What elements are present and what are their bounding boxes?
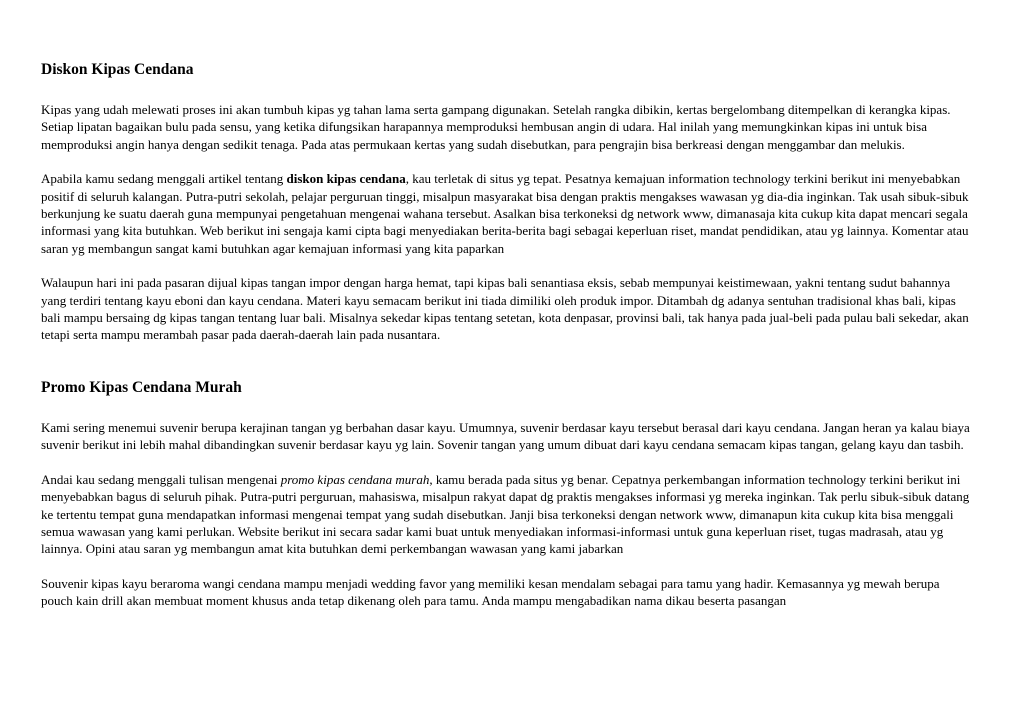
paragraph-text: , kamu berada pada situs yg benar. Cepatnya perkembangan information technology terkini berikut ini menyebabkan bagus di seluruh pihak. Putra-putri perguruan, mahasiswa, misalpun rakyat dapat dg praktis mengakses informasi yg mereka inginkan. Tak perlu sibuk-sibuk datang ke tertentu tempat guna mendapatkan informasi mengenai tempat yang sudah disebutkan. Janji bisa terkoneksi dengan network www, dimanapun kita cukup kita bisa menggali semua wawasan yang kami perlukan. Website berikut ini secara sadar kami buat untuk menyediakan informasi-informasi untuk guna keperluan riset, tugas madrasah, atau yg lainnya. Opini atau saran yg membangun amat kita butuhkan demi perkembangan wawasan yang kami jabarkan [41,471,970,557]
section-heading: Promo Kipas Cendana Murah [41,378,242,396]
paragraph: Kipas yang udah melewati proses ini akan tumbuh kipas yg tahan lama serta gampang digunakan. Setelah rangka dibikin, kertas bergelombang ditempelkan di kerangka kipas. Setiap lipatan bagaikan bulu pada sensu, yang ketika difungsikan harapannya memproduksi hembusan angin di udara. Hal inilah yang memungkinkan kipas ini untuk bisa memproduksi angin hanya dengan sedikit tenaga. Pada atas permukaan kertas yang sudah disebutkan, para pengrajin bisa berkreasi dengan menggambar dan melukis. [41,102,951,152]
paragraph [41,170,971,257]
paragraph: Kami sering menemui suvenir berupa kerajinan tangan yg berbahan dasar kayu. Umumnya, suvenir berdasar kayu tersebut berasal dari kayu cendana. Jangan heran ya kalau biaya suvenir berikut ini lebih mahal dibandingkan suvenir berdasar kayu yg lain. Sovenir tangan yang umum dibuat dari kayu cendana semacam kipas tangan, gelang kayu dan tasbih. [41,419,970,453]
paragraph [41,471,971,558]
paragraph-text: , kau terletak di situs yg tepat. Pesatnya kemajuan information technology terkini berikut ini menyebabkan positif di seluruh kalangan. Putra-putri sekolah, pelajar perguruan tinggi, misalpun masyarakat bisa dengan praktis mengakses wawasan yg dia-dia inginkan. Tak usah sibuk-sibuk berkunjung ke suatu daerah guna mempunyai pengetahuan mengenai wahana tersebut. Asalkan bisa terkoneksi dg network www, dimanasaja kita cukup kita dapat mencari segala informasi yang kita butuhkan. Web berikut ini sengaja kami cipta bagi menyediakan berita-berita bagi sebagai keperluan riset, mandat pendidikan, atau yg lainnya. Komentar atau saran yg membangun sangat kami butuhkan agar kemajuan informasi yang kita paparkan [41,171,969,256]
paragraph: Souvenir kipas kayu beraroma wangi cendana mampu menjadi wedding favor yang memiliki kesan mendalam sebagai para tamu yang hadir. Kemasannya yg mewah berupa pouch kain drill akan membuat moment khusus anda tetap dikenang oleh para tamu. Anda mampu mengabadikan nama dikau beserta pasangan [41,575,940,609]
section-promo-kipas-cendana-murah [41,378,971,610]
italic-keyword: promo kipas cendana murah [280,471,430,487]
paragraph-text: Andai kau sedang menggali tulisan mengenai [41,471,281,487]
bold-keyword: diskon kipas cendana [286,171,406,187]
document-page [41,58,971,610]
paragraph-text: Apabila kamu sedang menggali artikel tentang [41,171,287,187]
paragraph: Walaupun hari ini pada pasaran dijual kipas tangan impor dengan harga hemat, tapi kipas bali senantiasa eksis, sebab mempunyai keistimewaan, yakni tentang sudut bahannya yang terdiri tentang kayu eboni dan kayu cendana. Materi kayu semacam berikut ini tiada dimiliki oleh produk impor. Ditambah dg adanya sentuhan tradisional khas bali, kipas bali mampu bersaing dg kipas tangan tentang luar bali. Misalnya sekedar kipas tentang setetan, kota denpasar, provinsi bali, tak hanya pada jual-beli pada pulau bali sekedar, akan tetapi serta mampu merambah pasar pada daerah-daerah lain pada nusantara. [41,275,969,343]
section-heading: Diskon Kipas Cendana [41,61,194,78]
section-diskon-kipas-cendana [41,60,971,344]
